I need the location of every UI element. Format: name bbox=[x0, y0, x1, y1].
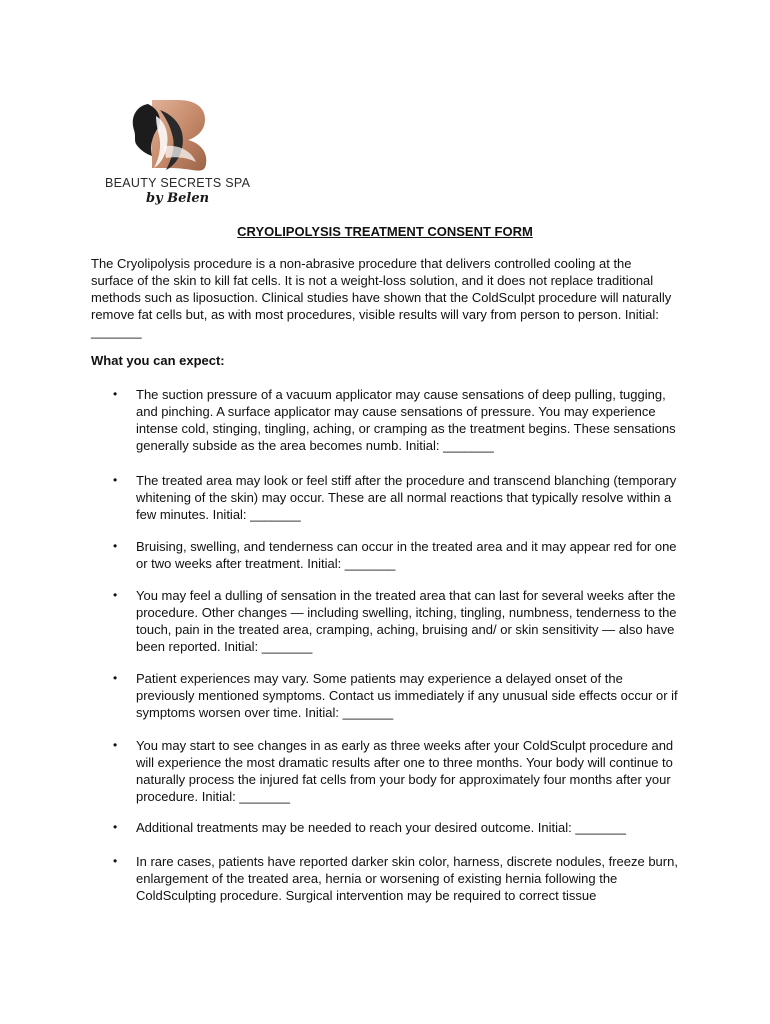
bullet-icon: • bbox=[113, 588, 118, 602]
list-item-text: Bruising, swelling, and tenderness can occur in the treated area and it may appear red for one or two weeks after treatment. Initial: _______ bbox=[136, 539, 677, 571]
list-item-text: You may feel a dulling of sensation in the treated area that can last for several weeks after the procedure. Other changes — including swelling, itching, tingling, numbness, tenderness to the touch, pain in the treated area, cramping, aching, bruising and/ or skin sensitivity — also have been reported. Initial: _______ bbox=[136, 588, 677, 654]
brand-signature: by Belen bbox=[146, 191, 210, 206]
list-item-text: The suction pressure of a vacuum applicator may cause sensations of deep pulling, tugging, and pinching. A surface applicator may cause sensations of pressure. You may experience intense cold, stinging, tingling, aching, or cramping as the treatment begins. These sensations generally subside as the area becomes numb. Initial: _______ bbox=[136, 387, 676, 453]
bullet-icon: • bbox=[113, 738, 118, 752]
bullet-icon: • bbox=[113, 539, 118, 553]
list-item-text: Patient experiences may vary. Some patients may experience a delayed onset of the previously mentioned symptoms. Contact us immediately if any unusual side effects occur or if symptoms worsen over time. Initial: _______ bbox=[136, 671, 678, 720]
section-heading: What you can expect: bbox=[91, 353, 225, 368]
list-item-text: The treated area may look or feel stiff after the procedure and transcend blanching (temporary whitening of the skin) may occur. These are all normal reactions that typically resolve within a few minutes. Initial: _______ bbox=[136, 473, 677, 522]
list-item-text: You may start to see changes in as early as three weeks after your ColdSculpt procedure and will experience the most dramatic results after one to three months. Your body will continue to naturally process the injured fat cells from your body for approximately four months after your procedure. Initial: _______ bbox=[136, 738, 674, 804]
intro-paragraph: The Cryolipolysis procedure is a non-abrasive procedure that delivers controlled cooling at the surface of the skin to kill fat cells. It is not a weight-loss solution, and it does not replace traditional methods such as liposuction. Clinical studies have shown that the ColdSculpt procedure will naturally remove fat cells but, as with most procedures, visible results will vary from person to person. Initial: _______ bbox=[91, 256, 672, 339]
document-title: CRYOLIPOLYSIS TREATMENT CONSENT FORM bbox=[237, 224, 533, 239]
bullet-icon: • bbox=[113, 854, 118, 868]
bullet-icon: • bbox=[113, 820, 118, 834]
list-item-text: Additional treatments may be needed to reach your desired outcome. Initial: _______ bbox=[136, 820, 626, 835]
bullet-icon: • bbox=[113, 387, 118, 401]
bullet-icon: • bbox=[113, 671, 118, 685]
bullet-icon: • bbox=[113, 473, 118, 487]
list-item-text: In rare cases, patients have reported darker skin color, harness, discrete nodules, freeze burn, enlargement of the treated area, hernia or worsening of existing hernia following the ColdSculpting procedure. Surgical intervention may be required to correct tissue bbox=[136, 854, 678, 903]
brand-name: BEAUTY SECRETS SPA bbox=[105, 176, 251, 190]
